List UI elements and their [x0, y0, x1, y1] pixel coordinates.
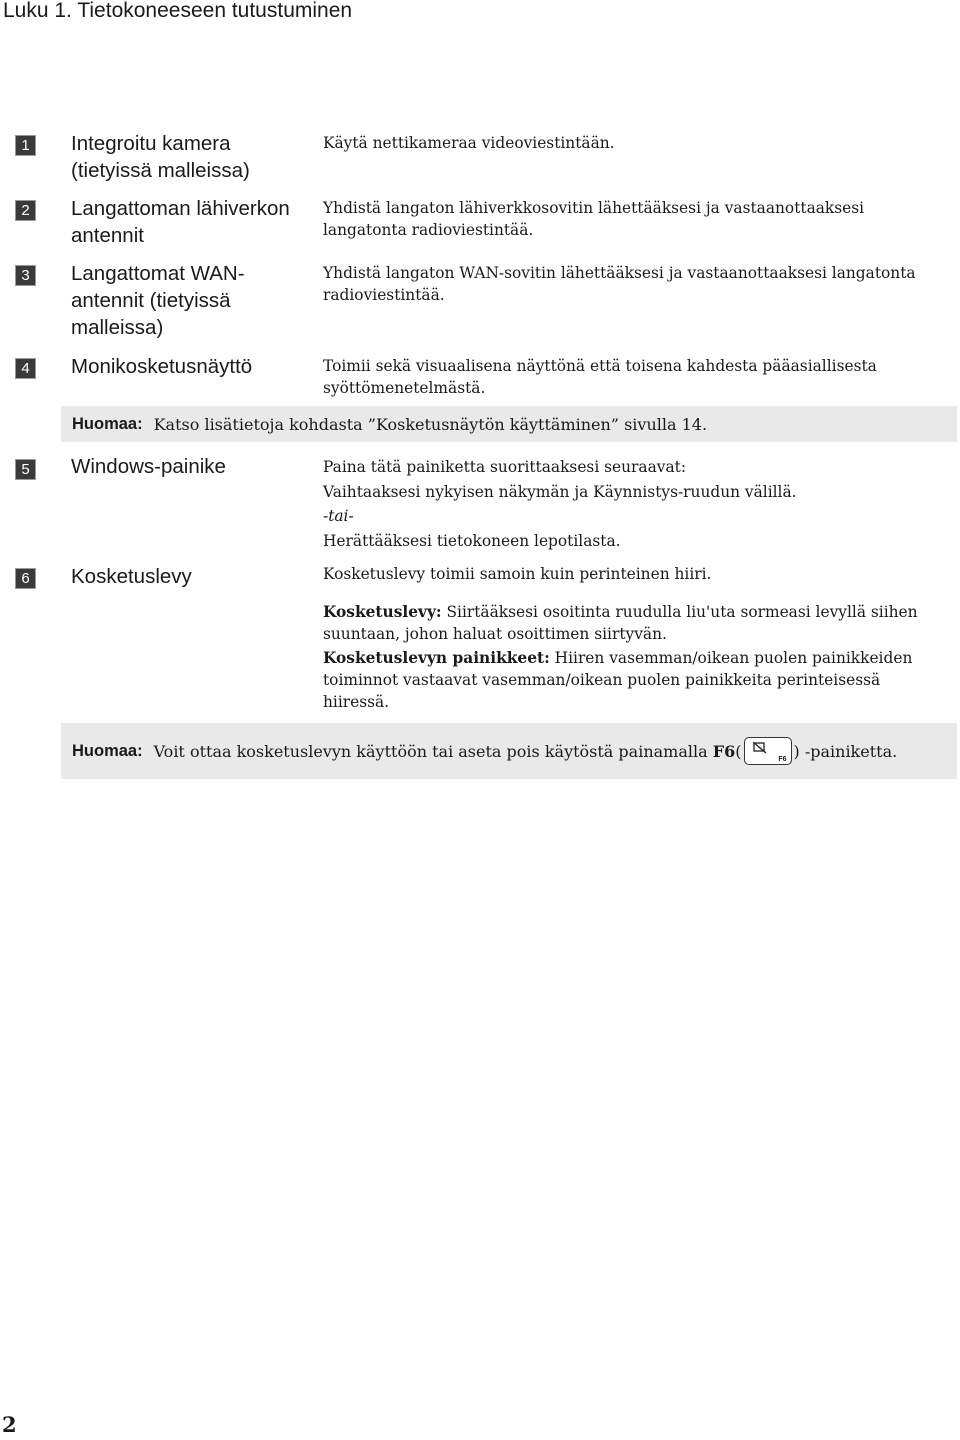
description-line: Käytä nettikameraa videoviestintään.: [323, 134, 615, 152]
item-description: [323, 132, 943, 154]
item-term: Langattoman lähiverkon antennit: [71, 197, 290, 247]
note-key-name: F6: [712, 741, 736, 761]
description-line: Herättääksesi tietokoneen lepotilasta.: [323, 531, 621, 550]
description-line: Toimii sekä visuaalisena näyttönä että toisena kahdesta pääasiallisesta syöttömenetelmästä.: [323, 357, 877, 397]
item-term: Windows-painike: [71, 455, 226, 478]
item-description: [323, 197, 943, 241]
note-text-before: Voit ottaa kosketuslevyn käyttöön tai aseta pois käytöstä painamalla: [153, 741, 708, 761]
description-line: Paina tätä painiketta suorittaaksesi seuraavat:: [323, 458, 687, 476]
note-open-paren: (: [735, 741, 742, 761]
touchpad-glyph-icon: [753, 742, 767, 754]
number-badge-icon: 2: [15, 200, 36, 221]
item-description: [323, 563, 943, 585]
note-label: Huomaa:: [72, 414, 143, 433]
touchpad-toggle-key-icon: [744, 737, 792, 765]
note-label: Huomaa:: [72, 741, 143, 760]
number-badge-icon: 6: [15, 568, 36, 589]
note-text-after: ) -painiketta.: [793, 741, 898, 761]
description-line: Yhdistä langaton WAN-sovitin lähettääksesi ja vastaanottaaksesi langatonta radioviestintää.: [323, 264, 916, 304]
number-badge-icon: 3: [15, 265, 36, 286]
detail-text: Hiiren vasemman/oikean puolen painikkeiden toiminnot vastaavat vasemman/oikean puolen painikkeita perinteisessä hiiressä.: [323, 649, 913, 711]
description-line: Yhdistä langaton lähiverkkosovitin lähettääksesi ja vastaanottaaksesi langatonta radioviestintää.: [323, 199, 865, 239]
note-box: [61, 723, 957, 779]
touchpad-detail: [323, 601, 923, 645]
number-badge-icon: 1: [15, 135, 36, 156]
note-box: [61, 406, 957, 442]
number-badge-icon: 4: [15, 358, 36, 379]
item-term: Monikosketusnäyttö: [71, 355, 253, 378]
note-text: [154, 737, 898, 765]
detail-label: Kosketuslevyn painikkeet:: [323, 649, 550, 667]
item-description: [323, 455, 943, 553]
item-description: [323, 262, 943, 306]
description-line: Vaihtaaksesi nykyisen näkymän ja Käynnistys-ruudun välillä.: [323, 482, 797, 501]
number-badge-icon: 5: [15, 459, 36, 480]
item-description: [323, 355, 943, 399]
item-term: Integroitu kamera (tietyissä malleissa): [71, 132, 250, 182]
touchpad-details: [323, 601, 923, 713]
description-or-separator: -tai-: [323, 507, 354, 525]
item-term: Kosketuslevy: [71, 565, 192, 588]
note-text: Katso lisätietoja kohdasta ”Kosketusnäytön käyttäminen” sivulla 14.: [153, 414, 708, 434]
key-cap-label: F6: [778, 756, 787, 763]
description-line: Kosketuslevy toimii samoin kuin perinteinen hiiri.: [323, 565, 712, 583]
item-term: Langattomat WAN-antennit (tietyissä malleissa): [71, 262, 245, 339]
page-number: 2: [2, 1412, 17, 1437]
detail-label: Kosketuslevy:: [323, 603, 442, 621]
detail-text: Siirtääksesi osoitinta ruudulla liu'uta sormeasi levyllä siihen suuntaan, johon haluat osoittimen siirtyvän.: [323, 603, 918, 643]
touchpad-detail: [323, 647, 923, 713]
chapter-title: Luku 1. Tietokoneeseen tutustuminen: [3, 0, 353, 22]
